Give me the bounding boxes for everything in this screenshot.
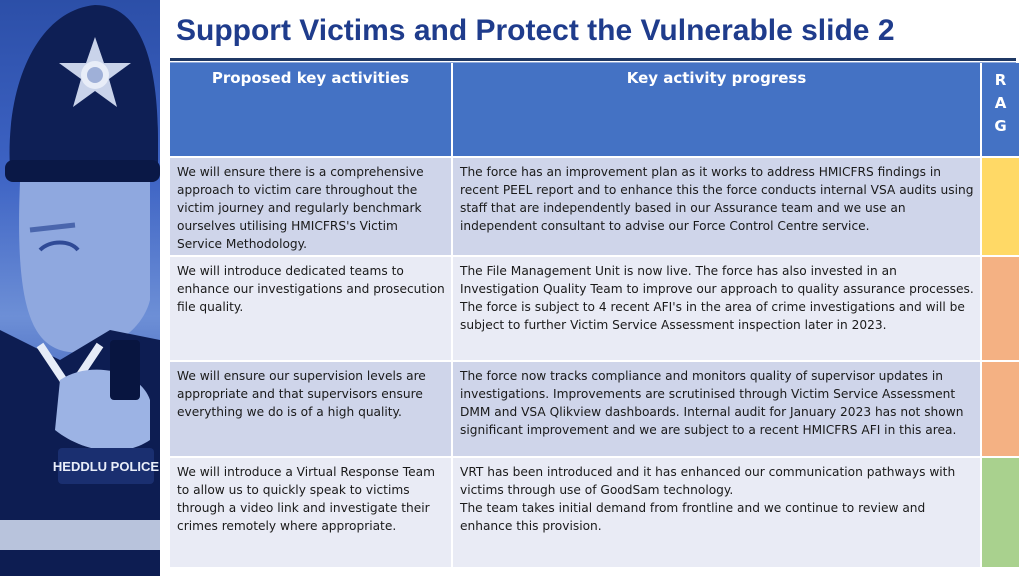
progress-line-4b: The team takes initial demand from frontline and we continue to review and enhance this provision. (460, 501, 926, 533)
activity-cell-2: We will introduce dedicated teams to enhance our investigations and prosecution file quality. (170, 257, 451, 360)
activity-table (170, 63, 1017, 567)
police-officer-photo (0, 0, 160, 576)
activity-cell-1: We will ensure there is a comprehensive approach to victim care throughout the victim journey and regularly benchmark ourselves utilising HMICFRS's Victim Service Methodology. (170, 158, 451, 255)
progress-cell-2: The File Management Unit is now live. The force has also invested in an Investigation Quality Team to improve our approach to quality assurance processes. The force is subject to 4 recent AFI's in the area of crime investigations and will be subject to further Victim Service Assessment inspection later in 2023. (453, 257, 980, 360)
header-activities: Proposed key activities (170, 63, 451, 156)
progress-cell-3: The force now tracks compliance and monitors quality of supervisor updates in investigations. Improvements are scrutinised through Victim Service Assessment DMM and VSA Qlikview dashboards. Internal audit for January 2023 has not shown significant improvement and we are subject to a recent HMICFRS AFI in this area. (453, 362, 980, 456)
progress-cell-1: The force has an improvement plan as it works to address HMICFRS findings in recent PEEL report and to enhance this the force conducts internal VSA audits using staff that are independently based in our Assurance team and we use an independent consultant to advise our Force Control Centre service. (453, 158, 980, 255)
rag-cell-1 (982, 158, 1019, 255)
police-officer-illustration (0, 0, 160, 576)
slide-title: Support Victims and Protect the Vulnerable slide 2 (176, 14, 895, 47)
activity-cell-3: We will ensure our supervision levels are appropriate and that supervisors ensure everything we do is of a high quality. (170, 362, 451, 456)
rag-cell-2 (982, 257, 1019, 360)
title-divider (170, 58, 1016, 61)
header-rag (982, 63, 1019, 156)
progress-cell-4 (453, 458, 980, 567)
activity-cell-4: We will introduce a Virtual Response Team to allow us to quickly speak to victims through a video link and investigate their crimes remotely where appropriate. (170, 458, 451, 567)
badge-text: HEDDLU POLICE (52, 459, 160, 474)
header-rag-g: G (994, 117, 1007, 135)
progress-line-4a: VRT has been introduced and it has enhanced our communication pathways with victims through use of GoodSam technology. (460, 465, 956, 497)
header-progress: Key activity progress (453, 63, 980, 156)
rag-cell-4 (982, 458, 1019, 567)
header-rag-a: A (994, 94, 1007, 112)
header-rag-r: R (994, 71, 1007, 89)
rag-cell-3 (982, 362, 1019, 456)
